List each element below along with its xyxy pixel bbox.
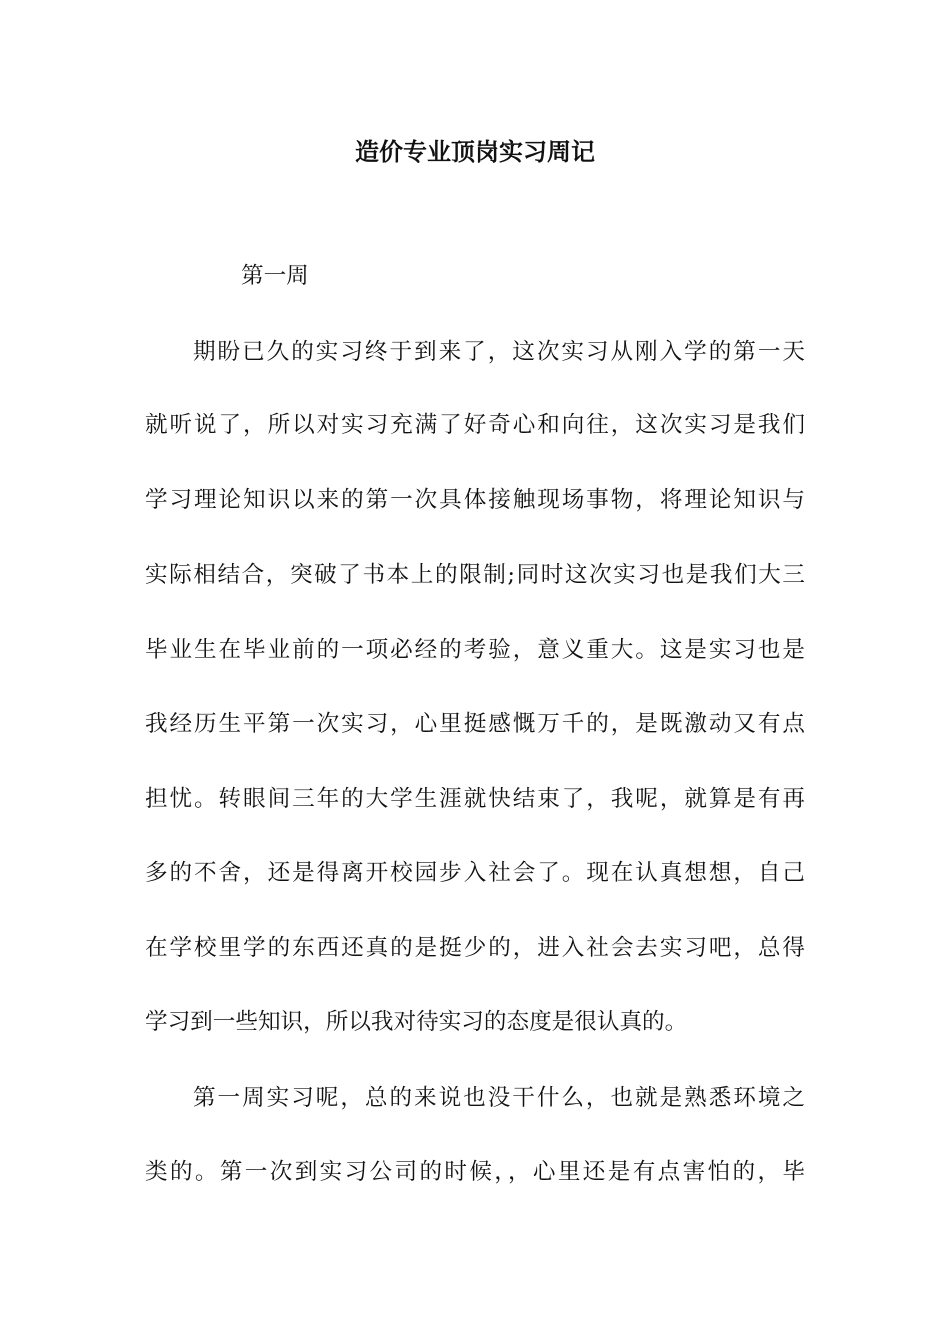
paragraph-line: 在学校里学的东西还真的是挺少的，进入社会去实习吧，总得 <box>145 935 805 961</box>
paragraph-line: 毕业生在毕业前的一项必经的考验，意义重大。这是实习也是 <box>145 637 805 663</box>
paragraph-line: 就听说了，所以对实习充满了好奇心和向往，这次实习是我们 <box>145 412 805 438</box>
document-title: 造价专业顶岗实习周记 <box>355 138 595 166</box>
paragraph-line: 第一周实习呢，总的来说也没干什么，也就是熟悉环境之 <box>193 1085 805 1111</box>
paragraph-line: 期盼已久的实习终于到来了，这次实习从刚入学的第一天 <box>193 339 805 365</box>
paragraph-line: 学习到一些知识，所以我对待实习的态度是很认真的。 <box>145 1009 688 1035</box>
paragraph-line: 多的不舍，还是得离开校园步入社会了。现在认真想想，自己 <box>145 860 805 886</box>
paragraph-line: 我经历生平第一次实习，心里挺感慨万千的，是既激动又有点 <box>145 711 805 737</box>
week-heading: 第一周 <box>241 263 309 289</box>
paragraph-line: 类的。第一次到实习公司的时候，，心里还是有点害怕的，毕 <box>145 1159 805 1185</box>
paragraph-line: 实际相结合，突破了书本上的限制;同时这次实习也是我们大三 <box>145 562 805 588</box>
paragraph-line: 学习理论知识以来的第一次具体接触现场事物，将理论知识与 <box>145 487 805 513</box>
paragraph-line: 担忧。转眼间三年的大学生涯就快结束了，我呢，就算是有再 <box>145 786 805 812</box>
